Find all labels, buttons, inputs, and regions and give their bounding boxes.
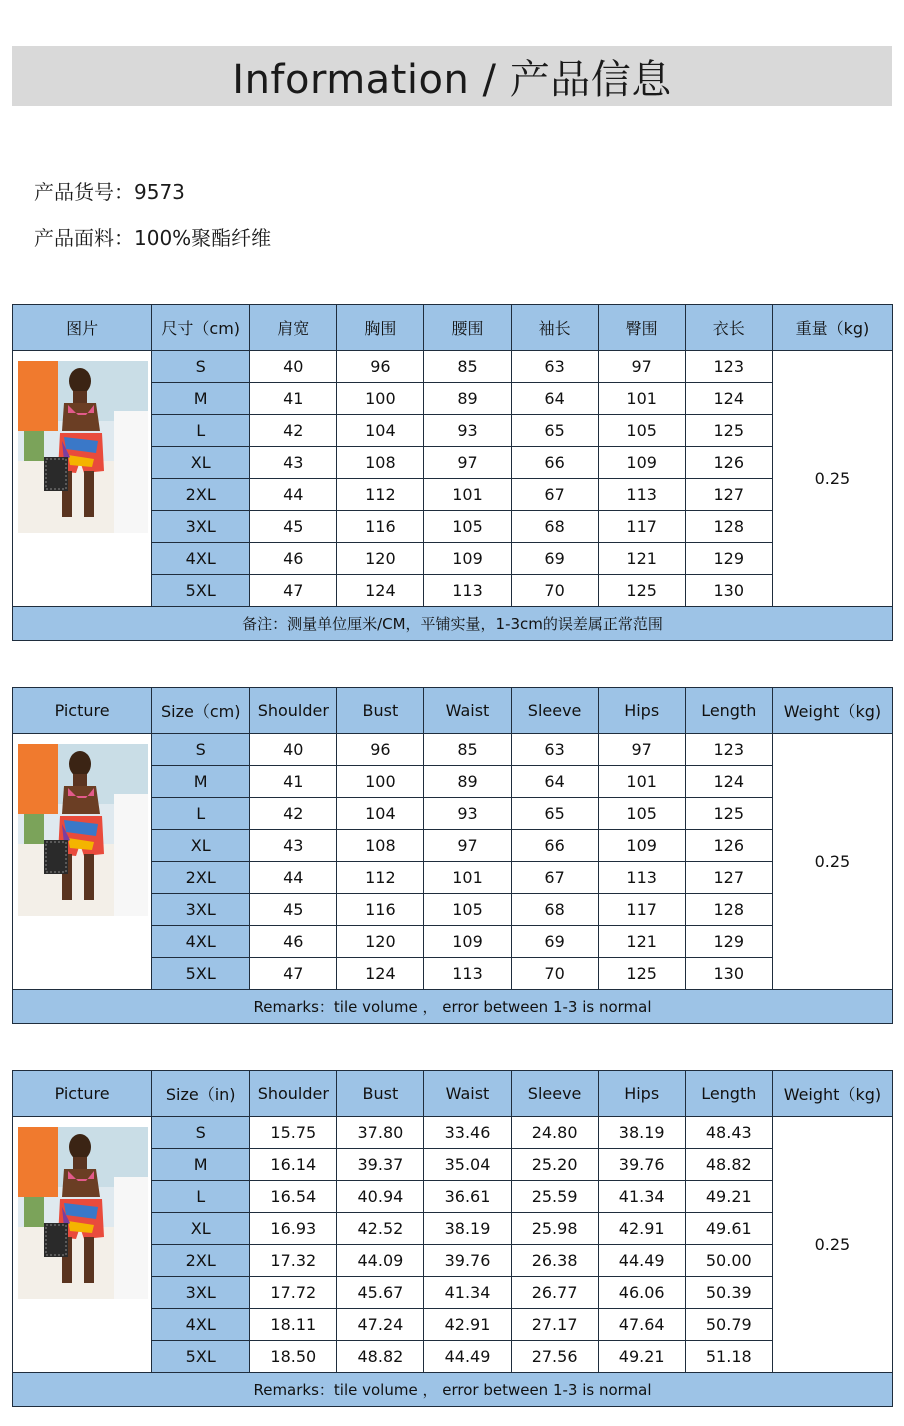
measurement-cell: 124: [337, 958, 424, 990]
measurement-cell: 50.39: [685, 1277, 772, 1309]
measurement-cell: 39.37: [337, 1149, 424, 1181]
remark-row: [13, 990, 893, 1024]
column-header: 胸围: [337, 305, 424, 351]
table-row: [13, 1117, 893, 1149]
measurement-cell: 67: [511, 862, 598, 894]
measurement-cell: 117: [598, 511, 685, 543]
column-header: Waist: [424, 1071, 511, 1117]
measurement-cell: 104: [337, 798, 424, 830]
measurement-cell: 69: [511, 926, 598, 958]
size-label: L: [152, 798, 250, 830]
measurement-cell: 127: [685, 479, 772, 511]
measurement-cell: 124: [685, 383, 772, 415]
column-header: 重量（kg): [772, 305, 892, 351]
picture-cell: [13, 1117, 152, 1373]
measurement-cell: 101: [424, 479, 511, 511]
measurement-cell: 50.00: [685, 1245, 772, 1277]
column-header: Weight（kg): [772, 1071, 892, 1117]
measurement-cell: 51.18: [685, 1341, 772, 1373]
measurement-cell: 123: [685, 734, 772, 766]
measurement-cell: 97: [424, 447, 511, 479]
measurement-cell: 64: [511, 383, 598, 415]
measurement-cell: 45: [250, 894, 337, 926]
remark-text: 备注：测量单位厘米/CM，平铺实量，1-3cm的误差属正常范围: [13, 607, 893, 641]
size-label: 3XL: [152, 511, 250, 543]
measurement-cell: 97: [598, 734, 685, 766]
size-table-english-inch: [12, 1070, 893, 1407]
column-header: Size（in): [152, 1071, 250, 1117]
measurement-cell: 42: [250, 415, 337, 447]
measurement-cell: 63: [511, 351, 598, 383]
measurement-cell: 120: [337, 926, 424, 958]
column-header: Sleeve: [511, 1071, 598, 1117]
measurement-cell: 48.82: [685, 1149, 772, 1181]
measurement-cell: 48.43: [685, 1117, 772, 1149]
measurement-cell: 44.49: [424, 1341, 511, 1373]
column-header: Bust: [337, 1071, 424, 1117]
measurement-cell: 70: [511, 575, 598, 607]
measurement-cell: 38.19: [598, 1117, 685, 1149]
measurement-cell: 46.06: [598, 1277, 685, 1309]
measurement-cell: 40: [250, 351, 337, 383]
measurement-cell: 97: [424, 830, 511, 862]
measurement-cell: 105: [424, 894, 511, 926]
size-label: 3XL: [152, 1277, 250, 1309]
measurement-cell: 65: [511, 415, 598, 447]
measurement-cell: 96: [337, 734, 424, 766]
measurement-cell: 130: [685, 575, 772, 607]
measurement-cell: 108: [337, 830, 424, 862]
size-label: XL: [152, 1213, 250, 1245]
column-header: Weight（kg): [772, 688, 892, 734]
measurement-cell: 17.32: [250, 1245, 337, 1277]
measurement-cell: 41.34: [424, 1277, 511, 1309]
measurement-cell: 16.93: [250, 1213, 337, 1245]
size-label: S: [152, 351, 250, 383]
measurement-cell: 109: [598, 447, 685, 479]
measurement-cell: 105: [424, 511, 511, 543]
size-label: M: [152, 1149, 250, 1181]
remark-text: Remarks：tile volume ， error between 1-3 is normal: [13, 1373, 893, 1407]
remark-row: [13, 607, 893, 641]
measurement-cell: 93: [424, 798, 511, 830]
measurement-cell: 44: [250, 479, 337, 511]
measurement-cell: 109: [424, 543, 511, 575]
size-label: 2XL: [152, 862, 250, 894]
measurement-cell: 126: [685, 447, 772, 479]
measurement-cell: 24.80: [511, 1117, 598, 1149]
measurement-cell: 16.54: [250, 1181, 337, 1213]
header-row: [13, 1071, 893, 1117]
column-header: 尺寸（cm): [152, 305, 250, 351]
size-label: M: [152, 383, 250, 415]
measurement-cell: 123: [685, 351, 772, 383]
column-header: Shoulder: [250, 688, 337, 734]
size-label: L: [152, 415, 250, 447]
measurement-cell: 48.82: [337, 1341, 424, 1373]
picture-cell: [13, 734, 152, 990]
measurement-cell: 64: [511, 766, 598, 798]
title-banner: [12, 46, 892, 106]
measurement-cell: 105: [598, 415, 685, 447]
measurement-cell: 43: [250, 830, 337, 862]
measurement-cell: 85: [424, 734, 511, 766]
measurement-cell: 120: [337, 543, 424, 575]
measurement-cell: 46: [250, 926, 337, 958]
measurement-cell: 63: [511, 734, 598, 766]
measurement-cell: 113: [424, 575, 511, 607]
remark-text: Remarks：tile volume ， error between 1-3 is normal: [13, 990, 893, 1024]
measurement-cell: 42.52: [337, 1213, 424, 1245]
measurement-cell: 121: [598, 926, 685, 958]
measurement-cell: 47.64: [598, 1309, 685, 1341]
measurement-cell: 37.80: [337, 1117, 424, 1149]
column-header: Waist: [424, 688, 511, 734]
measurement-cell: 41: [250, 766, 337, 798]
measurement-cell: 44.09: [337, 1245, 424, 1277]
remark-row: [13, 1373, 893, 1407]
measurement-cell: 35.04: [424, 1149, 511, 1181]
column-header: Shoulder: [250, 1071, 337, 1117]
measurement-cell: 130: [685, 958, 772, 990]
measurement-cell: 36.61: [424, 1181, 511, 1213]
measurement-cell: 125: [685, 415, 772, 447]
measurement-cell: 39.76: [424, 1245, 511, 1277]
weight-cell: 0.25: [772, 351, 892, 607]
column-header: Size（cm): [152, 688, 250, 734]
measurement-cell: 96: [337, 351, 424, 383]
measurement-cell: 105: [598, 798, 685, 830]
measurement-cell: 125: [685, 798, 772, 830]
table-row: [13, 351, 893, 383]
size-label: 4XL: [152, 926, 250, 958]
measurement-cell: 128: [685, 894, 772, 926]
measurement-cell: 101: [598, 383, 685, 415]
measurement-cell: 15.75: [250, 1117, 337, 1149]
measurement-cell: 108: [337, 447, 424, 479]
measurement-cell: 126: [685, 830, 772, 862]
measurement-cell: 41.34: [598, 1181, 685, 1213]
measurement-cell: 116: [337, 894, 424, 926]
measurement-cell: 128: [685, 511, 772, 543]
size-label: 3XL: [152, 894, 250, 926]
header-row: [13, 688, 893, 734]
measurement-cell: 67: [511, 479, 598, 511]
size-table-english-cm: [12, 687, 893, 1024]
measurement-cell: 26.77: [511, 1277, 598, 1309]
measurement-cell: 44.49: [598, 1245, 685, 1277]
measurement-cell: 16.14: [250, 1149, 337, 1181]
measurement-cell: 66: [511, 447, 598, 479]
measurement-cell: 38.19: [424, 1213, 511, 1245]
product-photo: [18, 744, 148, 916]
measurement-cell: 69: [511, 543, 598, 575]
measurement-cell: 113: [598, 479, 685, 511]
column-header: 肩宽: [250, 305, 337, 351]
measurement-cell: 44: [250, 862, 337, 894]
measurement-cell: 89: [424, 383, 511, 415]
measurement-cell: 40: [250, 734, 337, 766]
size-label: 4XL: [152, 543, 250, 575]
measurement-cell: 125: [598, 958, 685, 990]
measurement-cell: 112: [337, 479, 424, 511]
measurement-cell: 129: [685, 543, 772, 575]
measurement-cell: 33.46: [424, 1117, 511, 1149]
measurement-cell: 68: [511, 894, 598, 926]
measurement-cell: 85: [424, 351, 511, 383]
measurement-cell: 26.38: [511, 1245, 598, 1277]
measurement-cell: 25.98: [511, 1213, 598, 1245]
measurement-cell: 104: [337, 415, 424, 447]
measurement-cell: 109: [424, 926, 511, 958]
measurement-cell: 127: [685, 862, 772, 894]
measurement-cell: 17.72: [250, 1277, 337, 1309]
size-label: 2XL: [152, 1245, 250, 1277]
size-label: 5XL: [152, 575, 250, 607]
size-label: M: [152, 766, 250, 798]
measurement-cell: 39.76: [598, 1149, 685, 1181]
product-photo-frame: [18, 744, 148, 916]
measurement-cell: 117: [598, 894, 685, 926]
measurement-cell: 124: [337, 575, 424, 607]
header-row: [13, 305, 893, 351]
measurement-cell: 101: [598, 766, 685, 798]
column-header: Sleeve: [511, 688, 598, 734]
measurement-cell: 101: [424, 862, 511, 894]
column-header: Hips: [598, 688, 685, 734]
size-label: 5XL: [152, 958, 250, 990]
column-header: Length: [685, 688, 772, 734]
measurement-cell: 50.79: [685, 1309, 772, 1341]
column-header: Picture: [13, 1071, 152, 1117]
measurement-cell: 18.50: [250, 1341, 337, 1373]
measurement-cell: 65: [511, 798, 598, 830]
column-header: 图片: [13, 305, 152, 351]
measurement-cell: 125: [598, 575, 685, 607]
measurement-cell: 100: [337, 766, 424, 798]
column-header: 衣长: [685, 305, 772, 351]
measurement-cell: 113: [424, 958, 511, 990]
weight-cell: 0.25: [772, 734, 892, 990]
measurement-cell: 68: [511, 511, 598, 543]
size-label: 5XL: [152, 1341, 250, 1373]
product-photo: [18, 361, 148, 533]
size-label: L: [152, 1181, 250, 1213]
measurement-cell: 113: [598, 862, 685, 894]
measurement-cell: 49.61: [685, 1213, 772, 1245]
measurement-cell: 45: [250, 511, 337, 543]
measurement-cell: 121: [598, 543, 685, 575]
size-label: 2XL: [152, 479, 250, 511]
measurement-cell: 66: [511, 830, 598, 862]
measurement-cell: 18.11: [250, 1309, 337, 1341]
weight-cell: 0.25: [772, 1117, 892, 1373]
column-header: Length: [685, 1071, 772, 1117]
measurement-cell: 109: [598, 830, 685, 862]
table-row: [13, 734, 893, 766]
product-photo-frame: [18, 1127, 148, 1299]
measurement-cell: 42.91: [598, 1213, 685, 1245]
product-photo: [18, 1127, 148, 1299]
column-header: Bust: [337, 688, 424, 734]
column-header: 袖长: [511, 305, 598, 351]
column-header: Hips: [598, 1071, 685, 1117]
size-label: 4XL: [152, 1309, 250, 1341]
product-fabric: 产品面料：100%聚酯纤维: [34, 226, 272, 250]
measurement-cell: 100: [337, 383, 424, 415]
size-label: S: [152, 1117, 250, 1149]
measurement-cell: 43: [250, 447, 337, 479]
measurement-cell: 112: [337, 862, 424, 894]
size-label: XL: [152, 447, 250, 479]
size-label: S: [152, 734, 250, 766]
measurement-cell: 42: [250, 798, 337, 830]
measurement-cell: 25.59: [511, 1181, 598, 1213]
measurement-cell: 40.94: [337, 1181, 424, 1213]
picture-cell: [13, 351, 152, 607]
size-table-chinese: [12, 304, 893, 641]
measurement-cell: 47.24: [337, 1309, 424, 1341]
measurement-cell: 45.67: [337, 1277, 424, 1309]
product-item-number: 产品货号：9573: [34, 180, 185, 204]
measurement-cell: 47: [250, 575, 337, 607]
measurement-cell: 49.21: [598, 1341, 685, 1373]
measurement-cell: 27.56: [511, 1341, 598, 1373]
measurement-cell: 93: [424, 415, 511, 447]
measurement-cell: 97: [598, 351, 685, 383]
measurement-cell: 27.17: [511, 1309, 598, 1341]
measurement-cell: 116: [337, 511, 424, 543]
measurement-cell: 25.20: [511, 1149, 598, 1181]
measurement-cell: 41: [250, 383, 337, 415]
measurement-cell: 49.21: [685, 1181, 772, 1213]
measurement-cell: 47: [250, 958, 337, 990]
measurement-cell: 124: [685, 766, 772, 798]
measurement-cell: 46: [250, 543, 337, 575]
measurement-cell: 42.91: [424, 1309, 511, 1341]
column-header: Picture: [13, 688, 152, 734]
measurement-cell: 89: [424, 766, 511, 798]
column-header: 臀围: [598, 305, 685, 351]
page-title: Information / 产品信息: [232, 56, 672, 103]
measurement-cell: 129: [685, 926, 772, 958]
product-photo-frame: [18, 361, 148, 533]
column-header: 腰围: [424, 305, 511, 351]
measurement-cell: 70: [511, 958, 598, 990]
size-label: XL: [152, 830, 250, 862]
